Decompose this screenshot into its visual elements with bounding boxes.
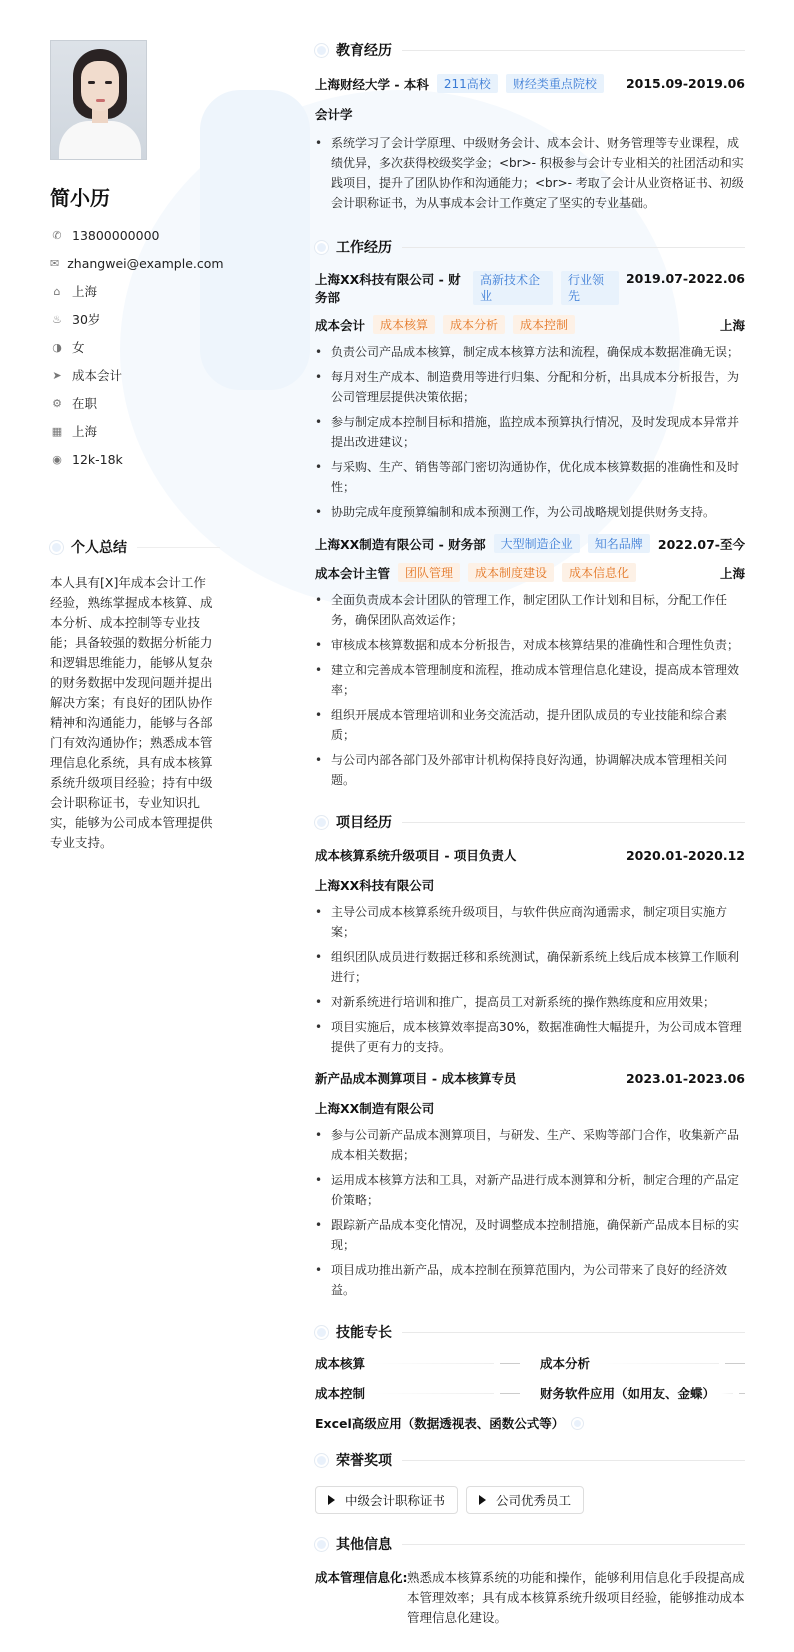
- list-item: • 运用成本核算方法和工具，对新产品进行成本测算和分析，制定合理的产品定价策略；: [315, 1170, 745, 1210]
- job-city: 上海: [719, 565, 745, 581]
- info-email[interactable]: ✉ zhangwei@example.com: [50, 255, 224, 271]
- info-location: ⌂ 上海: [50, 277, 220, 305]
- project-bullets: [315, 902, 745, 1057]
- tag: 财经类重点院校: [506, 74, 604, 93]
- tag: 211高校: [437, 74, 498, 93]
- skill-item: Excel高级应用（数据透视表、函数公式等）: [315, 1414, 745, 1432]
- info-status: ⚙ 在职: [50, 389, 220, 417]
- divider: [402, 822, 745, 823]
- awards-header: [315, 1450, 745, 1470]
- summary-text: 本人具有[X]年成本会计工作经验，熟练掌握成本核算、成本分析、成本控制等专业技能；具备较强的数据分析能力和逻辑思维能力，能够从复杂的财务数据中发现问题并提出解决方案；有良好的团队协作精神和沟通能力，能够与各部门有效沟通协作；熟悉成本管理信息化系统，具有成本核算系统升级项目经验；持有中级会计职称证书，专业知识扎实，能够为公司成本管理提供专业支持。: [50, 575, 213, 850]
- list-item: • 项目实施后，成本核算效率提高30%，数据准确性大幅提升，为公司成本管理提供了更有力的支持。: [315, 1017, 745, 1057]
- job-bullets: [315, 342, 745, 522]
- contact-info-list: [50, 221, 224, 473]
- company-name: 上海XX制造有限公司 - 财务部: [315, 536, 486, 552]
- other-info-row: [315, 1568, 745, 1628]
- info-city: ▦ 上海: [51, 424, 98, 439]
- list-item: • 项目成功推出新产品，成本控制在预算范围内，为公司带来了良好的经济效益。: [315, 1260, 745, 1300]
- list-item: • 对新系统进行培训和推广，提高员工对新系统的操作熟练度和应用效果；: [315, 992, 745, 1012]
- job-header: [315, 271, 745, 307]
- info-gender: ◑ 女: [50, 333, 220, 361]
- section-dot-icon: [315, 44, 328, 57]
- tag: 大型制造企业: [494, 534, 580, 553]
- list-item: • 组织团队成员进行数据迁移和系统测试，确保新系统上线后成本核算工作顺利进行；: [315, 947, 745, 987]
- list-item: • 主导公司成本核算系统升级项目，与软件供应商沟通需求，制定项目实施方案；: [315, 902, 745, 942]
- skills-grid: [315, 1354, 745, 1432]
- project-name: 成本核算系统升级项目 - 项目负责人: [315, 848, 517, 863]
- list-item: • 协助完成年度预算编制和成本预测工作，为公司战略规划提供财务支持。: [315, 502, 745, 522]
- project-header: [315, 846, 745, 864]
- tag: 成本分析: [443, 315, 505, 334]
- projects-header: [315, 812, 745, 832]
- section-title: 教育经历: [336, 43, 392, 59]
- skill-item: 成本核算: [315, 1354, 520, 1372]
- section-title: 荣誉奖项: [336, 1453, 392, 1469]
- date-range: 2019.07-2022.06: [625, 271, 745, 286]
- major: 会计学: [315, 107, 353, 122]
- list-item: • 审核成本核算数据和成本分析报告，对成本核算结果的准确性和合理性负责；: [315, 635, 745, 655]
- list-item: • 每月对生产成本、制造费用等进行归集、分配和分析，出具成本分析报告，为公司管理层提供决策依据；: [315, 367, 745, 407]
- school-name: 上海财经大学 - 本科: [315, 76, 429, 92]
- home-icon: ⌂: [53, 284, 61, 298]
- job-role: 成本会计主管: [315, 565, 391, 581]
- section-dot-icon: [50, 541, 63, 554]
- send-icon: ➤: [52, 368, 62, 382]
- divider: [402, 1460, 745, 1461]
- mail-icon: ✉: [50, 256, 60, 270]
- job-bullets: [315, 590, 745, 790]
- other-text: 熟悉成本核算系统的功能和操作，能够利用信息化手段提高成本管理效率；具有成本核算系统升级项目经验，能够推动成本管理信息化建设。: [407, 1570, 745, 1625]
- section-title: 技能专长: [336, 1325, 392, 1341]
- education-bullets: [315, 133, 745, 213]
- building-icon: ▦: [51, 424, 63, 438]
- salary-icon: ◉: [52, 452, 62, 466]
- divider: [402, 1332, 745, 1333]
- divider: [402, 50, 745, 51]
- education-header: [315, 40, 745, 60]
- list-item: • 建立和完善成本管理制度和流程，推动成本管理信息化建设，提高成本管理效率；: [315, 660, 745, 700]
- tag: 团队管理: [398, 563, 460, 582]
- status-icon: ⚙: [52, 396, 62, 410]
- project-company: 上海XX科技有限公司: [315, 878, 435, 893]
- company-name: 上海XX科技有限公司 - 财务部: [315, 272, 461, 305]
- education-entry-header: [315, 74, 745, 93]
- list-item: • 与公司内部各部门及外部审计机构保持良好沟通，协调解决成本管理相关问题。: [315, 750, 745, 790]
- sidebar: [50, 40, 224, 853]
- section-dot-icon: [315, 241, 328, 254]
- divider: [402, 1544, 745, 1545]
- play-icon: [479, 1495, 486, 1505]
- other-label: 成本管理信息化:: [315, 1570, 408, 1585]
- tag: 成本信息化: [562, 563, 636, 582]
- award-badge: 公司优秀员工: [466, 1486, 584, 1514]
- divider: [137, 547, 220, 548]
- list-item: • 全面负责成本会计团队的管理工作，制定团队工作计划和目标，分配工作任务，确保团队高效运作；: [315, 590, 745, 630]
- list-item: • 系统学习了会计学原理、中级财务会计、成本会计、财务管理等专业课程，成绩优异，多次获得校级奖学金；<br>- 积极参与会计专业相关的社团活动和实践项目，提升了团队协作和沟通能力；<br>- 考取了会计从业资格证书、初级会计职称证书，为从事成本会计工作奠定了坚实的专业基础。: [315, 133, 745, 213]
- job-role-row: [315, 563, 745, 582]
- other-header: [315, 1534, 745, 1554]
- job-role: 成本会计: [315, 317, 366, 333]
- date-range: 2020.01-2020.12: [625, 847, 745, 863]
- project-bullets: [315, 1125, 745, 1300]
- award-badge: 中级会计职称证书: [315, 1486, 458, 1514]
- date-range: 2022.07-至今: [657, 536, 745, 552]
- date-range: 2015.09-2019.06: [625, 76, 745, 91]
- tag: 成本制度建设: [468, 563, 554, 582]
- project-name: 新产品成本测算项目 - 成本核算专员: [315, 1071, 517, 1086]
- skills-header: [315, 1322, 745, 1342]
- section-dot-icon: [315, 1538, 328, 1551]
- section-title: 项目经历: [336, 815, 392, 831]
- tag: 行业领先: [561, 271, 619, 305]
- job-header: [315, 534, 745, 553]
- section-dot-icon: [315, 1454, 328, 1467]
- project-company: 上海XX制造有限公司: [315, 1101, 435, 1116]
- job-role-row: [315, 315, 745, 334]
- skill-item: 成本控制: [315, 1384, 520, 1402]
- info-age: ♨ 30岁: [50, 305, 220, 333]
- phone-icon: ✆: [52, 228, 62, 242]
- info-phone: ✆ 13800000000: [50, 221, 220, 249]
- divider: [402, 247, 745, 248]
- section-dot-icon: [315, 816, 328, 829]
- info-salary: ◉ 12k-18k: [50, 445, 220, 473]
- section-title: 工作经历: [336, 240, 392, 256]
- section-title: 其他信息: [336, 1537, 392, 1553]
- list-item: • 负责公司产品成本核算，制定成本核算方法和流程，确保成本数据准确无误；: [315, 342, 745, 362]
- tag: 知名品牌: [588, 534, 650, 553]
- summary-header: [50, 537, 220, 557]
- summary-title: 个人总结: [71, 540, 127, 556]
- skill-item: 财务软件应用（如用友、金蝶）: [540, 1384, 745, 1402]
- tag: 成本控制: [513, 315, 575, 334]
- project-header: [315, 1069, 745, 1087]
- main-content: [315, 40, 745, 1628]
- candidate-name: 简小历: [50, 186, 110, 210]
- tag: 成本核算: [373, 315, 435, 334]
- tag: 高新技术企业: [473, 271, 553, 305]
- list-item: • 组织开展成本管理培训和业务交流活动，提升团队成员的专业技能和综合素质；: [315, 705, 745, 745]
- awards-list: [315, 1486, 745, 1514]
- work-header: [315, 237, 745, 257]
- skill-item: 成本分析: [540, 1354, 745, 1372]
- play-icon: [328, 1495, 335, 1505]
- date-range: 2023.01-2023.06: [625, 1070, 745, 1086]
- avatar: [50, 40, 147, 160]
- list-item: • 参与公司新产品成本测算项目，与研发、生产、采购等部门合作，收集新产品成本相关数据；: [315, 1125, 745, 1165]
- job-city: 上海: [719, 317, 745, 333]
- cake-icon: ♨: [52, 312, 62, 326]
- list-item: • 跟踪新产品成本变化情况，及时调整成本控制措施，确保新产品成本目标的实现；: [315, 1215, 745, 1255]
- section-dot-icon: [315, 1326, 328, 1339]
- info-position: ➤ 成本会计: [50, 361, 220, 389]
- list-item: • 参与制定成本控制目标和措施，监控成本预算执行情况，及时发现成本异常并提出改进建议；: [315, 412, 745, 452]
- gender-icon: ◑: [52, 340, 62, 354]
- list-item: • 与采购、生产、销售等部门密切沟通协作，优化成本核算数据的准确性和及时性；: [315, 457, 745, 497]
